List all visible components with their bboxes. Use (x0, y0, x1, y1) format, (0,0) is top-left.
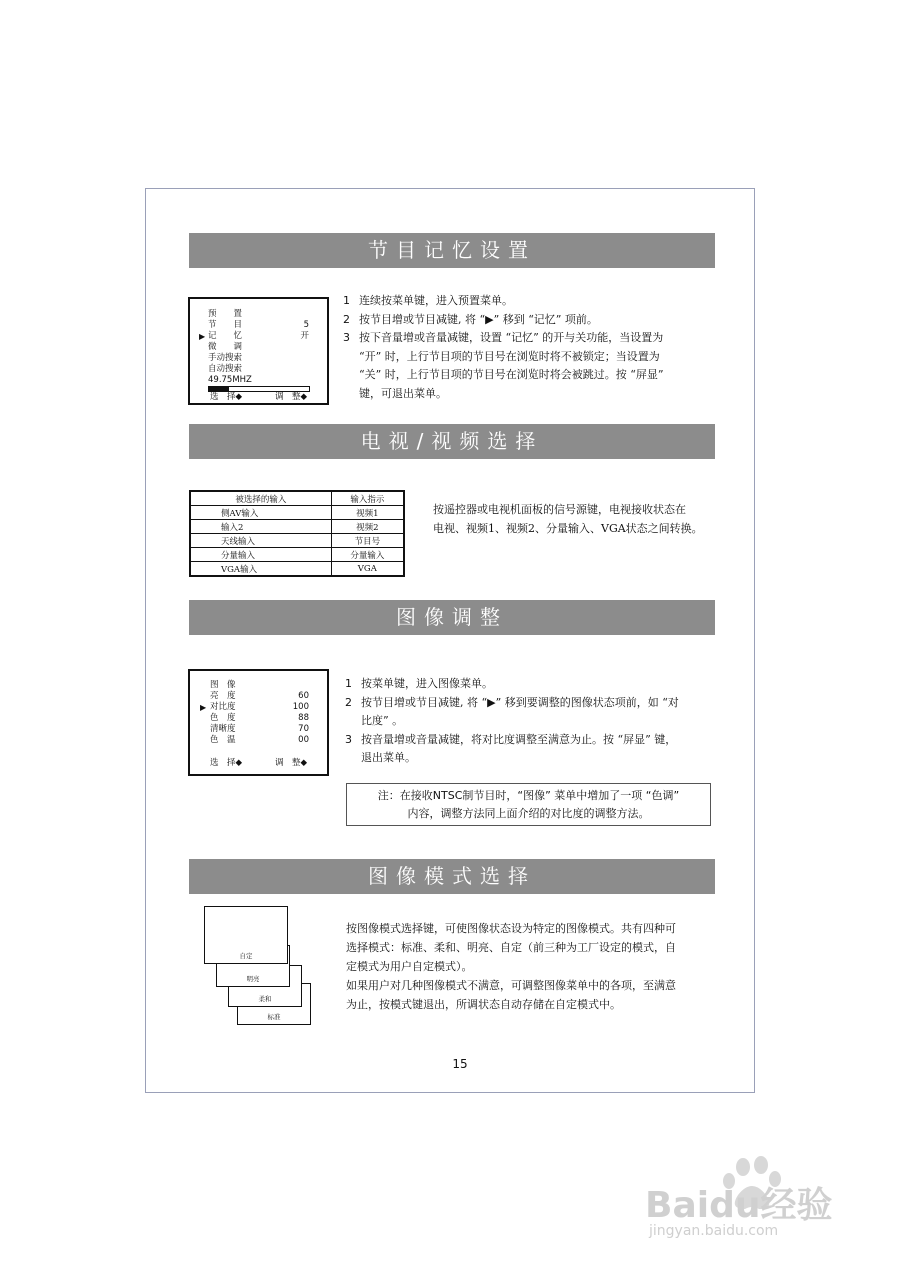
table-row: 天线输入 节目号 (190, 534, 404, 548)
mode-card-soft: 柔和 (228, 965, 302, 1007)
section-title-mode: 图像模式选择 (189, 859, 715, 894)
instruction-step: 1 连续按菜单键，进入预置菜单。 (343, 294, 513, 307)
instruction-step: 3 按下音量增或音量减键，设置 “记忆” 的开与关功能，当设置为 (343, 331, 664, 344)
menu-row: 清晰度 70 (210, 724, 309, 734)
menu-row: 预 置 (208, 309, 243, 319)
instruction-step: 退出菜单。 (361, 751, 416, 764)
baidu-watermark: Baidu经验 jingyan.baidu.com (643, 1155, 853, 1245)
menu-row: ▶ 记 忆 开 (199, 331, 309, 341)
menu-row: 节 目 5 (208, 320, 309, 330)
menu-row: 微 调 (208, 342, 243, 352)
table-row: VGA输入 VGA (190, 562, 404, 577)
picture-menu-osd (188, 669, 329, 776)
table-row: 输入2 视频2 (190, 520, 404, 534)
column-header: 输入指示 (331, 491, 404, 506)
table-row: 侧AV输入 视频1 (190, 506, 404, 520)
memory-menu-osd (188, 297, 329, 405)
menu-row: ▶ 对比度 100 (200, 702, 309, 712)
instruction-step: 3 按音量增或音量减键，将对比度调整至满意为止。按 “屏显” 键， (345, 732, 677, 746)
mode-paragraph: 按图像模式选择键，可使图像状态设为特定的图像模式。共有四种可 选择模式：标准、柔和、明亮、自定（前三种为工厂设定的模式，自 定模式为用户自定模式）。 如果用户对几种图像模式不满意，可调整图像菜单中的各项，至满意 为止，按模式键退出，所调状态自动存储在自定模式中。 (346, 922, 676, 1011)
section-title-memory: 节目记忆设置 (189, 233, 715, 268)
menu-footer: 选 择◆ 调 整◆ (210, 758, 308, 768)
column-header: 被选择的输入 (190, 491, 331, 506)
instruction-step: 比度” 。 (361, 714, 404, 727)
menu-row: 图 像 (210, 680, 236, 690)
source-paragraph: 按遥控器或电视机面板的信号源键，电视接收状态在 电视、视频1、视频2、分量输入、VGA状态之间转换。 (433, 503, 703, 535)
menu-row: 色 度 88 (210, 713, 309, 723)
mode-card-custom: 自定 (204, 906, 288, 964)
menu-row: 色 温 00 (210, 735, 309, 745)
instruction-step: 2 按节目增或节目减键, 将 “▶” 移到 “记忆” 项前。 (343, 312, 598, 326)
instruction-step: “开” 时，上行节目项的节目号在浏览时将不被锁定；当设置为 (359, 349, 660, 363)
mode-card-standard: 标准 (237, 983, 311, 1025)
source-table (189, 490, 405, 577)
selector-arrow-icon: ▶ (200, 703, 207, 712)
frequency-readout: 49.75MHZ (208, 375, 252, 385)
page-number: 15 (452, 1057, 468, 1071)
selector-arrow-icon: ▶ (199, 332, 206, 341)
table-row: 分量输入 分量输入 (190, 548, 404, 562)
instruction-step: 键，可退出菜单。 (359, 386, 447, 400)
instruction-step: “关” 时，上行节目项的节目号在浏览时将会被跳过。按 “屏显” (359, 368, 664, 381)
ntsc-note: 注：在接收NTSC制节目时，“图像” 菜单中增加了一项 “色调” 内容，调整方法同上面介绍的对比度的调整方法。 (346, 783, 711, 826)
menu-row: 手动搜索 (208, 353, 243, 363)
menu-row: 自动搜索 (208, 364, 243, 374)
instruction-step: 2 按节目增或节目减键, 将 “▶” 移到要调整的图像状态项前，如 “对 (345, 695, 679, 709)
menu-footer: 选 择◆ 调 整◆ (210, 392, 308, 402)
table-header-row (190, 491, 404, 506)
menu-row: 亮 度 60 (210, 691, 309, 701)
mode-card-bright: 明亮 (216, 945, 290, 987)
section-title-source: 电视/视频选择 (189, 424, 715, 459)
instruction-step: 1 按菜单键，进入图像菜单。 (345, 677, 493, 690)
section-title-picture: 图像调整 (189, 600, 715, 635)
